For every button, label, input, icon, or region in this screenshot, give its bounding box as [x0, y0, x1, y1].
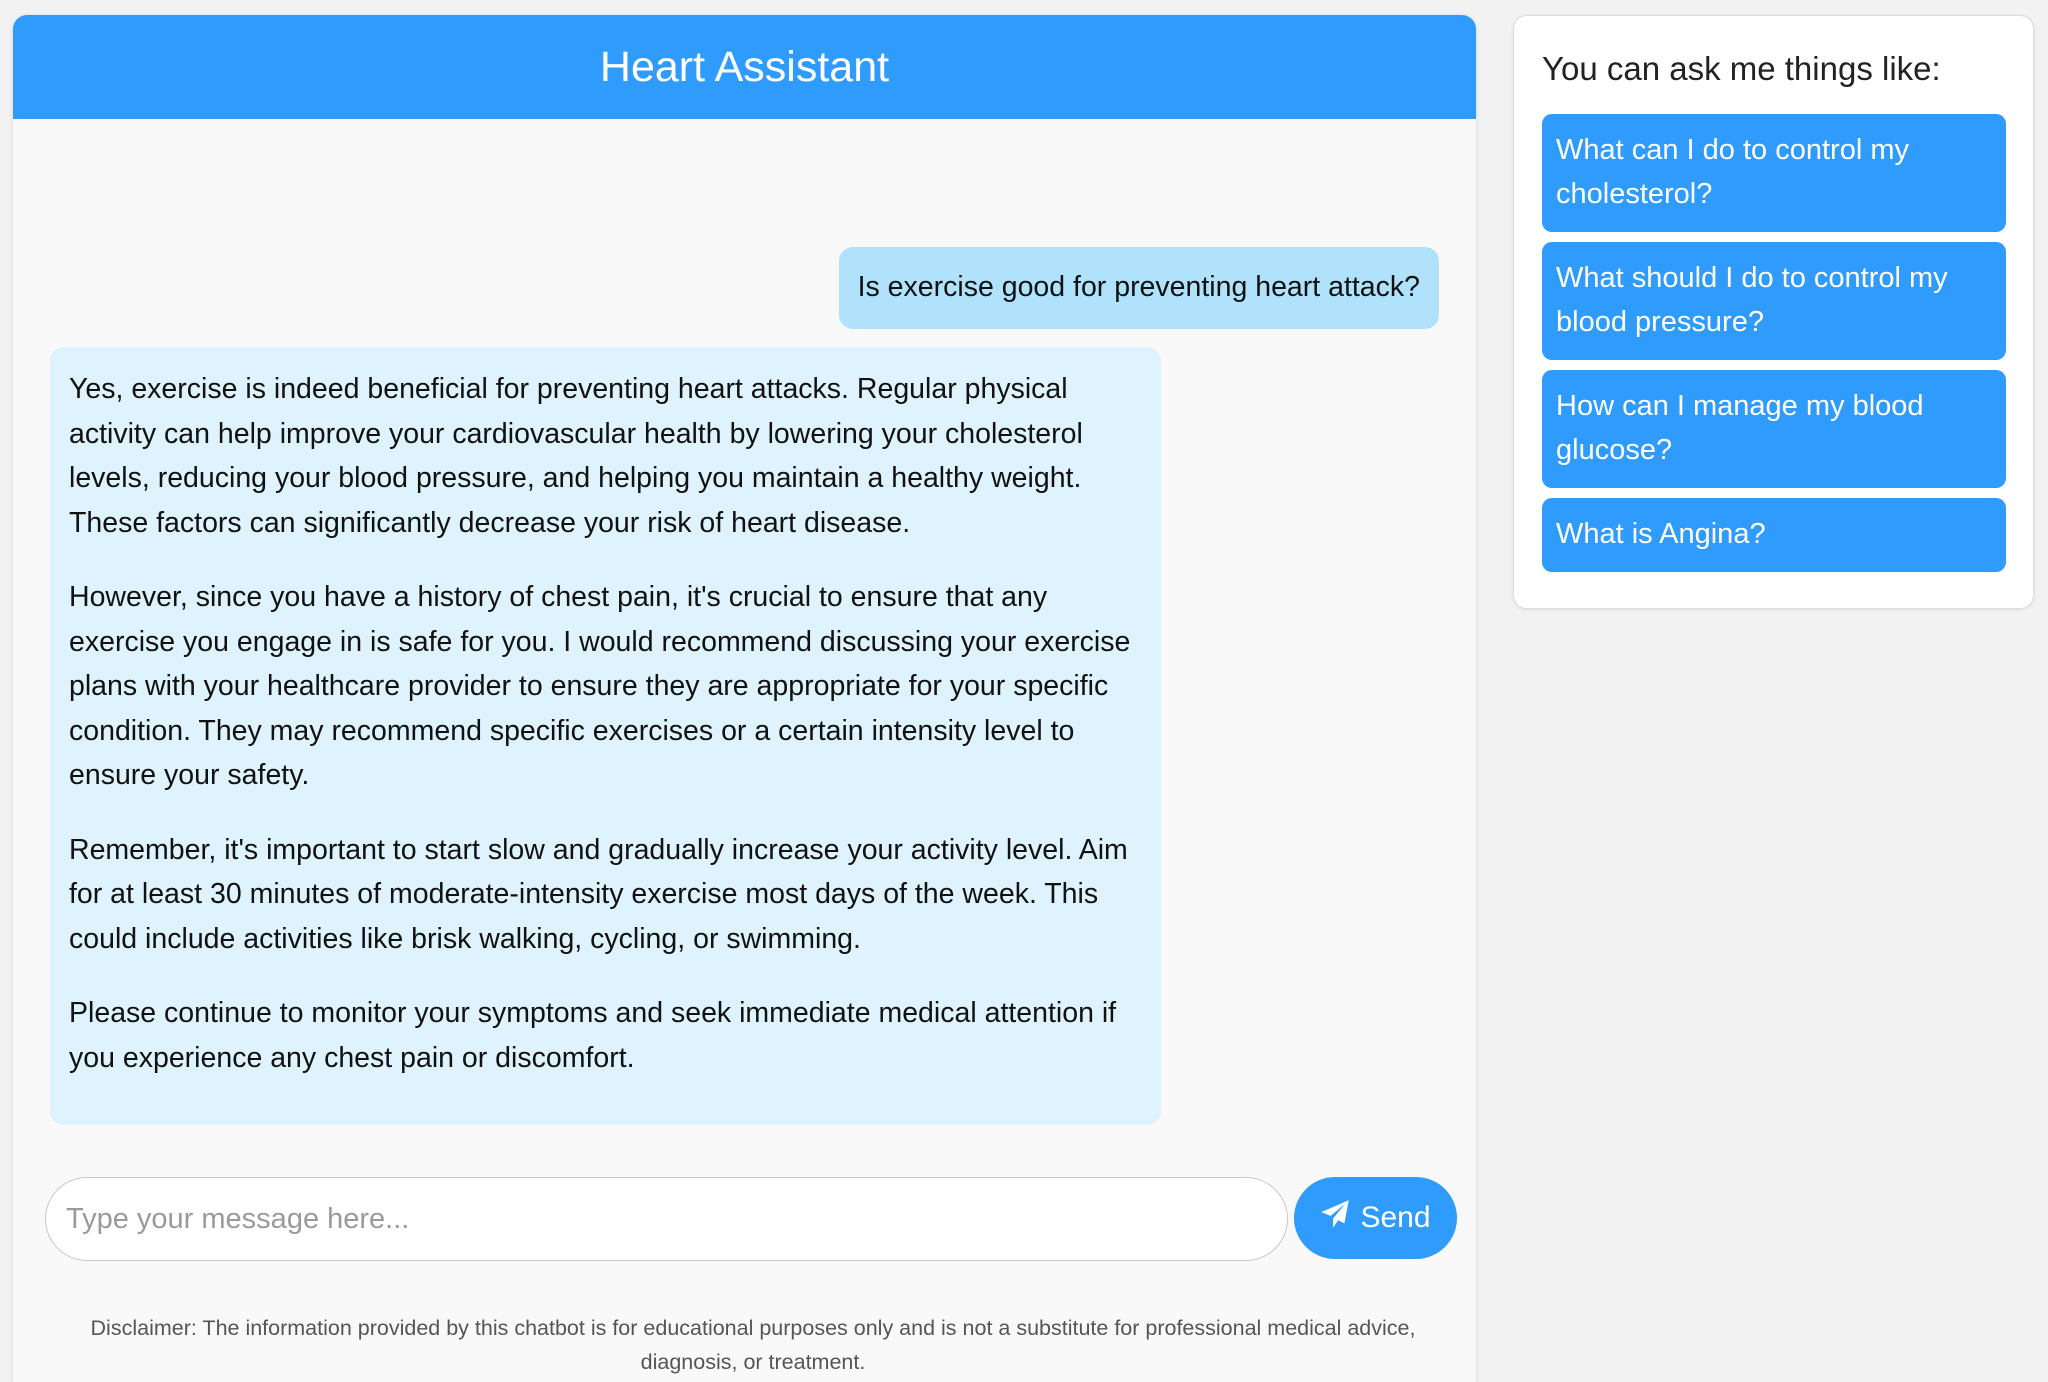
suggestion-blood-pressure-button[interactable]: What should I do to control my blood pressure?: [1542, 242, 2006, 360]
chat-header: [13, 15, 1476, 119]
user-message: Is exercise good for preventing heart attack?: [839, 247, 1439, 329]
composer: [32, 1177, 1469, 1261]
send-button[interactable]: [1294, 1177, 1457, 1259]
send-button-label: Send: [1360, 1201, 1431, 1234]
page-title: Heart Assistant: [599, 42, 890, 91]
message-list: [13, 119, 1476, 1119]
bot-message: [50, 347, 1161, 1125]
message-input[interactable]: [45, 1177, 1288, 1261]
suggestions-heading: You can ask me things like:: [1542, 50, 1941, 87]
suggestion-cholesterol-button[interactable]: What can I do to control my cholesterol?: [1542, 114, 2006, 232]
bot-message-paragraph: Remember, it's important to start slow and gradually increase your activity level. Aim for at least 30 minutes of moderate-intensity exercise most days of the week. This could include activities like brisk walking, cycling, or swimming.: [69, 833, 1128, 955]
chat-panel: [13, 15, 1476, 1382]
bot-message-paragraph: Yes, exercise is indeed beneficial for preventing heart attacks. Regular physical activity can help improve your cardiovascular health by lowering your cholesterol levels, reducing your blood pressure, and helping you maintain a healthy weight. These factors can significantly decrease your risk of heart disease.: [69, 373, 1083, 539]
suggestion-blood-glucose-button[interactable]: How can I manage my blood glucose?: [1542, 370, 2006, 488]
bot-message-paragraph: However, since you have a history of chest pain, it's crucial to ensure that any exercise you engage in is safe for you. I would recommend discussing your exercise plans with your healthcare provider to ensure they are appropriate for your specific condition. They may recommend specific exercises or a certain intensity level to ensure your safety.: [69, 581, 1131, 791]
suggestions-list: [1542, 114, 2006, 582]
bot-message-paragraph: Please continue to monitor your symptoms and seek immediate medical attention if you experience any chest pain or discomfort.: [69, 997, 1117, 1074]
disclaimer: Disclaimer: The information provided by this chatbot is for educational purposes only and is not a substitute for professional medical advice, diagnosis, or treatment.: [90, 1316, 1416, 1374]
paper-plane-icon: [1320, 1199, 1350, 1237]
suggestions-panel: [1513, 15, 2034, 609]
suggestion-angina-button[interactable]: What is Angina?: [1542, 498, 2006, 572]
